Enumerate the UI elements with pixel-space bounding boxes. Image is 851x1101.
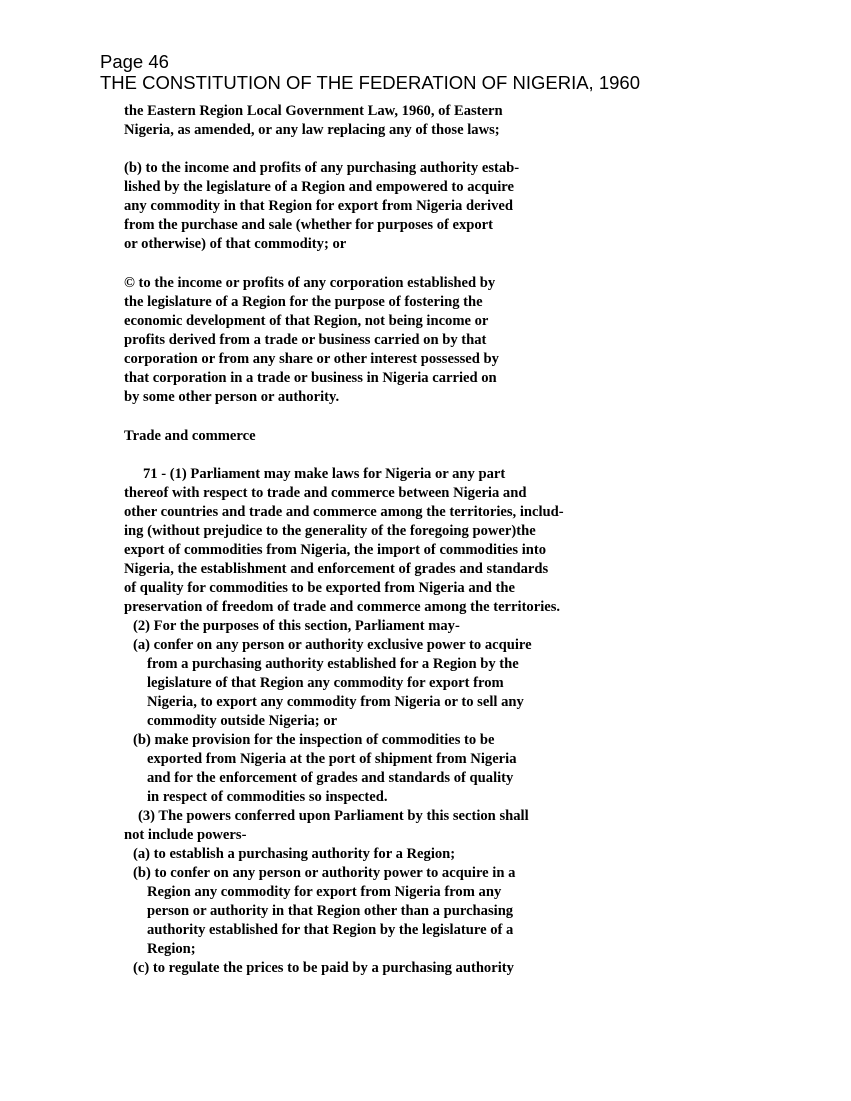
text-line: (a) to establish a purchasing authority for a Region; (133, 846, 456, 862)
text-line: in respect of commodities so inspected. (147, 789, 388, 805)
text-line: (b) to the income and profits of any purchasing authority estab- (124, 160, 520, 176)
text-line: that corporation in a trade or business in Nigeria carried on (124, 370, 497, 386)
text-line: and for the enforcement of grades and standards of quality (147, 770, 514, 786)
text-line: corporation or from any share or other interest possessed by (124, 351, 499, 367)
text-line: or otherwise) of that commodity; or (124, 236, 347, 252)
text-line: © to the income or profits of any corporation established by (124, 275, 496, 291)
text-line: (a) confer on any person or authority exclusive power to acquire (133, 637, 532, 653)
text-line: the Eastern Region Local Government Law, 1960, of Eastern (124, 103, 503, 119)
text-line: preservation of freedom of trade and commerce among the territories. (124, 599, 561, 615)
text-line: (b) make provision for the inspection of commodities to be (133, 732, 495, 748)
text-line: 71 - (1) Parliament may make laws for Nigeria or any part (143, 466, 506, 482)
text-line: economic development of that Region, not being income or (124, 313, 489, 329)
text-line: authority established for that Region by the legislature of a (147, 922, 514, 938)
text-line: from a purchasing authority established for a Region by the (147, 656, 519, 672)
text-line: of quality for commodities to be exported from Nigeria and the (124, 580, 516, 596)
text-line: person or authority in that Region other than a purchasing (147, 903, 514, 919)
text-line: (2) For the purposes of this section, Parliament may- (133, 618, 460, 634)
text-line: from the purchase and sale (whether for purposes of export (124, 217, 494, 233)
text-line: export of commodities from Nigeria, the import of commodities into (124, 542, 547, 558)
text-line: profits derived from a trade or business carried on by that (124, 332, 487, 348)
page-number: Page 46 (100, 51, 169, 72)
text-line: ing (without prejudice to the generality of the foregoing power)the (124, 523, 536, 539)
text-line: Nigeria, the establishment and enforcement of grades and standards (124, 561, 549, 577)
document-title: THE CONSTITUTION OF THE FEDERATION OF NIGERIA, 1960 (100, 72, 640, 93)
text-line: Region any commodity for export from Nigeria from any (147, 884, 502, 900)
text-line: Nigeria, to export any commodity from Nigeria or to sell any (147, 694, 524, 710)
text-line: any commodity in that Region for export from Nigeria derived (124, 198, 513, 214)
text-line: lished by the legislature of a Region and empowered to acquire (124, 179, 514, 195)
text-line: (c) to regulate the prices to be paid by a purchasing authority (133, 960, 514, 976)
section-heading: Trade and commerce (124, 428, 256, 444)
text-line: other countries and trade and commerce among the territories, includ- (124, 504, 564, 520)
page-header (100, 52, 640, 93)
text-line: legislature of that Region any commodity for export from (147, 675, 504, 691)
text-line: commodity outside Nigeria; or (147, 713, 338, 729)
text-line: thereof with respect to trade and commerce between Nigeria and (124, 485, 527, 501)
text-line: by some other person or authority. (124, 389, 340, 405)
text-line: (b) to confer on any person or authority power to acquire in a (133, 865, 516, 881)
text-line: Region; (147, 941, 196, 957)
text-line: not include powers- (124, 827, 247, 843)
text-line: exported from Nigeria at the port of shipment from Nigeria (147, 751, 517, 767)
text-line: (3) The powers conferred upon Parliament by this section shall (138, 808, 529, 824)
text-line: Nigeria, as amended, or any law replacing any of those laws; (124, 122, 500, 138)
text-line: the legislature of a Region for the purpose of fostering the (124, 294, 483, 310)
